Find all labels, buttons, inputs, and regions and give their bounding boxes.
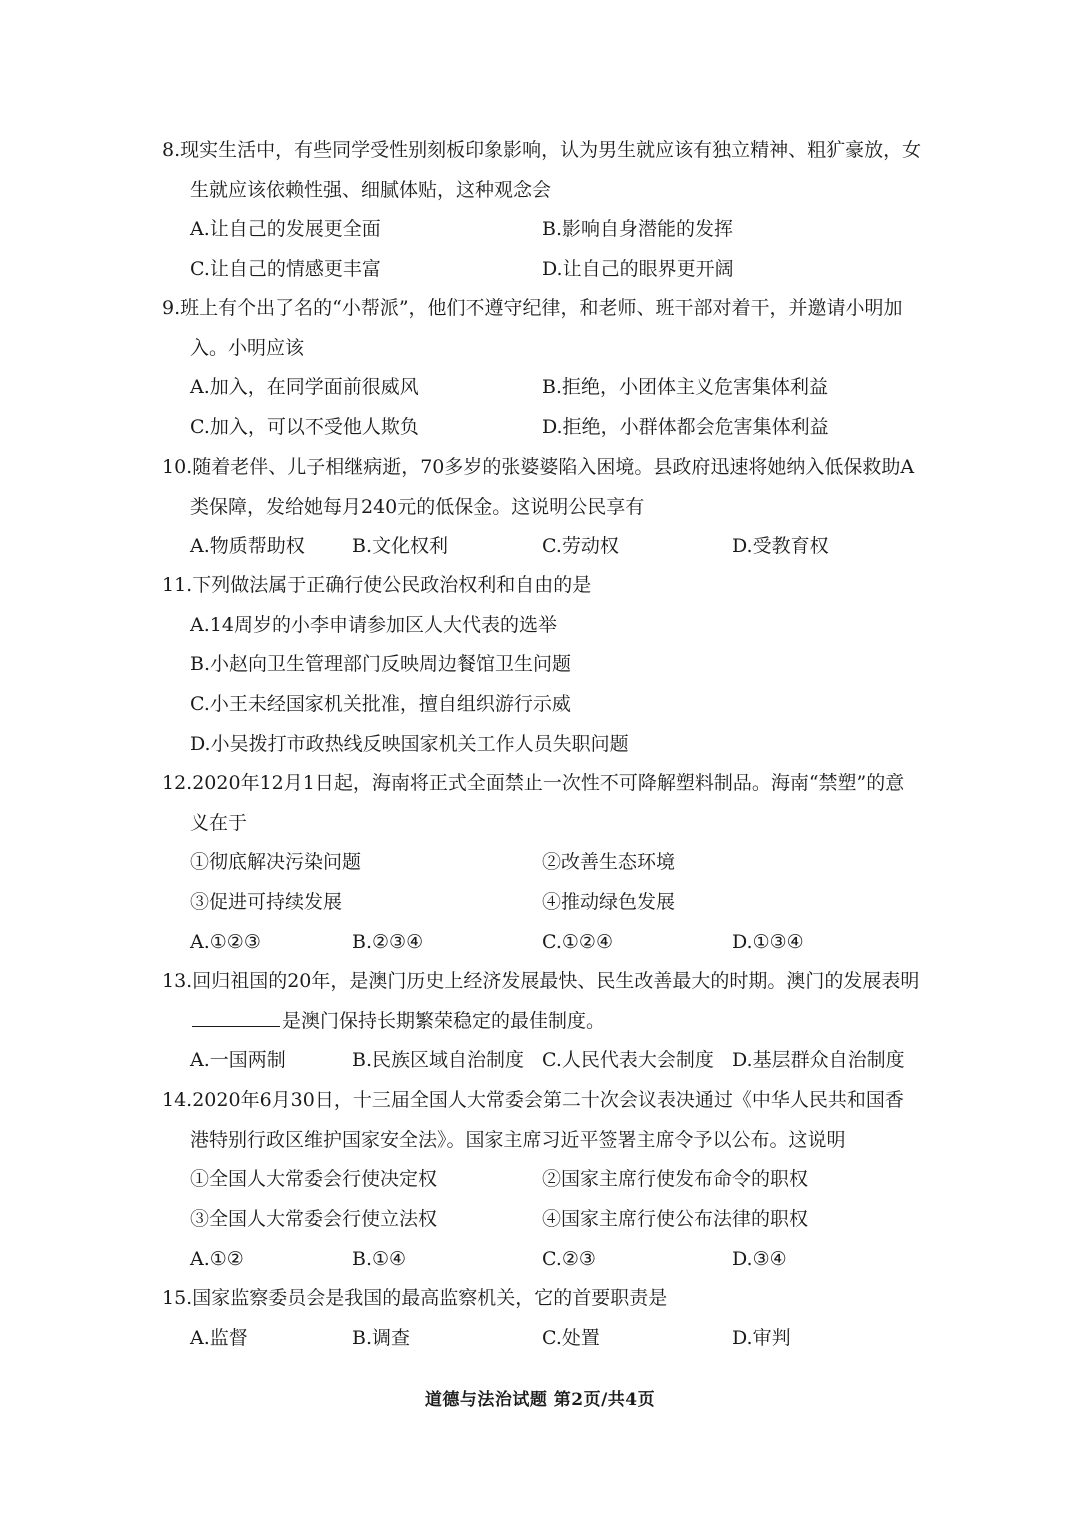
option-a: A.让自己的发展更全面: [190, 218, 381, 241]
option-d: D.③④: [732, 1247, 787, 1270]
option-c: C.人民代表大会制度: [542, 1049, 714, 1072]
question-10: [162, 448, 922, 567]
option-d: D.让自己的眼界更开阔: [542, 258, 734, 281]
statement-2: ②改善生态环境: [542, 851, 676, 874]
option-c: C.加入，可以不受他人欺负: [190, 416, 419, 439]
statement-2: ②国家主席行使发布命令的职权: [542, 1168, 809, 1191]
question-stem: 14.2020年6月30日，十三届全国人大常委会第二十次会议表决通过《中华人民共和国香港特别行政区维护国家安全法》。国家主席习近平签署主席令予以公布。这说明: [162, 1089, 904, 1151]
question-stem: 9.班上有个出了名的“小帮派”，他们不遵守纪律，和老师、班干部对着干，并邀请小明加入。小明应该: [162, 297, 903, 359]
question-stem: 15.国家监察委员会是我国的最高监察机关，它的首要职责是: [162, 1287, 668, 1309]
option-d: D.受教育权: [732, 535, 829, 558]
question-11: [162, 566, 922, 765]
statements-row: [162, 883, 922, 923]
options-row: [162, 527, 922, 567]
options-row: [162, 1041, 922, 1081]
statement-3: ③全国人大常委会行使立法权: [190, 1208, 438, 1231]
option-b: B.民族区域自治制度: [352, 1049, 525, 1072]
option-d: D.小吴拨打市政热线反映国家机关工作人员失职问题: [190, 732, 629, 755]
options-row: [162, 1319, 922, 1359]
question-stem: 10.随着老伴、儿子相继病逝，70多岁的张婆婆陷入困境。县政府迅速将她纳入低保救助A类保障，发给她每月240元的低保金。这说明公民享有: [162, 456, 915, 518]
options-row: [162, 923, 922, 963]
question-14: [162, 1081, 922, 1280]
question-12: [162, 764, 922, 963]
option-c: C.劳动权: [542, 535, 619, 558]
option-c: C.①②④: [542, 930, 613, 953]
option-a: A.14周岁的小李申请参加区人大代表的选举: [190, 613, 557, 636]
answer-blank: [192, 1025, 280, 1027]
statement-4: ④推动绿色发展: [542, 891, 676, 914]
question-13: [162, 962, 922, 1081]
statements-row: [162, 1160, 922, 1200]
option-b: B.小赵向卫生管理部门反映周边餐馆卫生问题: [190, 653, 572, 676]
question-stem: [162, 962, 922, 1041]
options-row: [162, 368, 922, 408]
option-d: D.①③④: [732, 930, 804, 953]
question-15: [162, 1279, 922, 1358]
statement-3: ③促进可持续发展: [190, 891, 343, 914]
option-b: B.拒绝，小团体主义危害集体利益: [542, 376, 829, 399]
stem-part-1: 13.回归祖国的20年，是澳门历史上经济发展最快、民生改善最大的时期。澳门的发展表明: [162, 970, 920, 992]
option-a: A.物质帮助权: [190, 535, 305, 558]
page-footer: 道德与法治试题 第2页/共4页: [424, 1390, 656, 1410]
options-row: [162, 250, 922, 290]
option-a: A.监督: [190, 1326, 248, 1349]
statement-4: ④国家主席行使公布法律的职权: [542, 1208, 809, 1231]
option-c: C.小王未经国家机关批准，擅自组织游行示威: [190, 693, 571, 716]
question-stem: 8.现实生活中，有些同学受性别刻板印象影响，认为男生就应该有独立精神、粗犷豪放，女生就应该依赖性强、细腻体贴，这种观念会: [162, 139, 922, 201]
option-a: A.①②: [190, 1247, 244, 1270]
option-b: B.①④: [352, 1247, 407, 1270]
option-d: D.拒绝，小群体都会危害集体利益: [542, 416, 829, 439]
statement-1: ①彻底解决污染问题: [190, 851, 362, 874]
option-c: C.处置: [542, 1326, 600, 1349]
statements-row: [162, 843, 922, 883]
statements-row: [162, 1200, 922, 1240]
options-row: [162, 408, 922, 448]
option-d: D.基层群众自治制度: [732, 1049, 905, 1072]
question-stem: 12.2020年12月1日起，海南将正式全面禁止一次性不可降解塑料制品。海南“禁塑”的意义在于: [162, 772, 905, 834]
statement-1: ①全国人大常委会行使决定权: [190, 1168, 438, 1191]
option-a: A.一国两制: [190, 1049, 286, 1072]
option-b: B.②③④: [352, 930, 424, 953]
option-d: D.审判: [732, 1326, 791, 1349]
option-a: A.①②③: [190, 930, 261, 953]
option-b: B.调查: [352, 1326, 411, 1349]
options-row: [162, 210, 922, 250]
option-b: B.影响自身潜能的发挥: [542, 218, 734, 241]
option-b: B.文化权利: [352, 535, 449, 558]
option-a: A.加入，在同学面前很威风: [190, 376, 419, 399]
option-c: C.②③: [542, 1247, 596, 1270]
options-row: [162, 1240, 922, 1280]
option-c: C.让自己的情感更丰富: [190, 258, 381, 281]
question-stem: 11.下列做法属于正确行使公民政治权利和自由的是: [162, 574, 592, 596]
question-9: [162, 289, 922, 448]
stem-part-2: 是澳门保持长期繁荣稳定的最佳制度。: [282, 1009, 606, 1032]
question-8: [162, 131, 922, 290]
